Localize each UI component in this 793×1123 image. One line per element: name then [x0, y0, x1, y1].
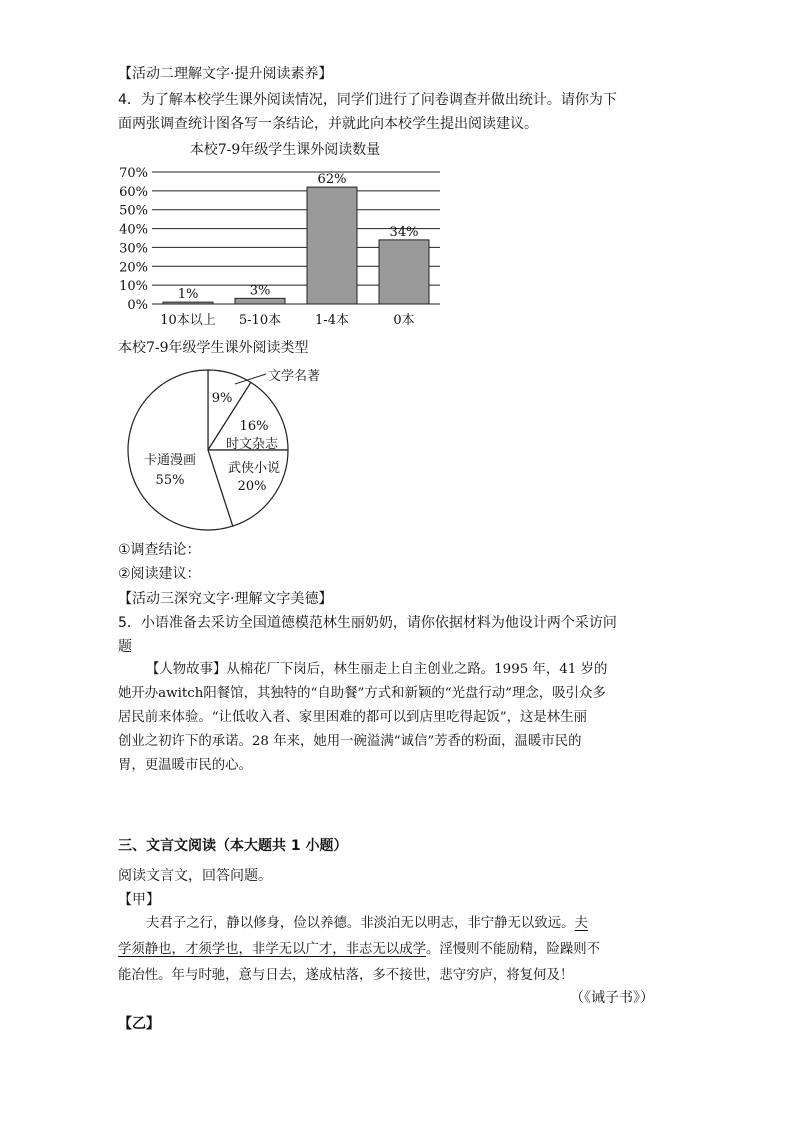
pie-pct-label: 20%: [237, 479, 267, 494]
story-line-3: 居民前来体验。“让低收入者、家里困难的都可以到店里吃得起饭”，这是林生丽: [118, 710, 587, 725]
pie-chart: [110, 336, 370, 540]
answer-conclusion: ①调查结论：: [118, 542, 201, 558]
y-tick-label: 10%: [119, 279, 148, 295]
y-tick-label: 50%: [119, 203, 148, 219]
x-tick-label: 0本: [393, 313, 415, 328]
bar: [163, 302, 213, 304]
bar-chart-title: 本校7-9年级学生课外阅读数量: [189, 142, 381, 158]
bar: [307, 187, 357, 304]
bar-data-label: 1%: [177, 287, 199, 303]
y-tick-label: 30%: [119, 241, 148, 257]
y-tick-label: 20%: [119, 260, 148, 276]
y-tick-label: 60%: [119, 184, 148, 200]
bar: [379, 240, 429, 304]
story-line-1: 【人物故事】从棉花厂下岗后，林生丽走上自主创业之路。1995 年，41 岁的: [146, 662, 608, 677]
story-line-2: 她开办awitch阳餐馆，其独特的“自助餐”方式和新颖的“光盘行动”理念，吸引众多: [118, 686, 606, 701]
pie-pct-label: 55%: [155, 473, 185, 488]
activity2-heading: 【活动二理解文字·提升阅读素养】: [118, 66, 333, 82]
pie-pct-label: 16%: [239, 419, 269, 434]
bar: [235, 298, 285, 304]
classical-line-1: [146, 914, 588, 934]
section3-heading: 三、文言文阅读（本大题共 1 小题）: [118, 838, 348, 854]
y-tick-label: 40%: [119, 222, 148, 238]
story-line-5: 胃，更温暖市民的心。: [118, 758, 252, 773]
q5-line2: 题: [118, 639, 132, 655]
q4-line2: 面两张调查统计图各写一条结论，并就此向本校学生提出阅读建议。: [118, 116, 538, 132]
classical-line-1-text: 夫君子之行，静以修身，俭以养德。非淡泊无以明志，非宁静无以致远。: [146, 916, 575, 931]
bar-chart: [110, 136, 460, 340]
x-tick-label: 10本以上: [160, 313, 216, 328]
pie-category-label: 文学名著: [268, 369, 321, 384]
yi-label: 【乙】: [118, 1016, 160, 1032]
pie-chart-title: 本校7-9年级学生课外阅读类型: [118, 340, 309, 356]
pie-pct-label: 9%: [211, 391, 233, 406]
story-line-4: 创业之初许下的承诺。28 年来，她用一碗溢满“诚信”芳香的粉面，温暖市民的: [118, 734, 582, 749]
pie-category-label: 时文杂志: [225, 437, 279, 452]
classical-line-3: 能冶性。年与时驰，意与日去，遂成枯落，多不接世，悲守穷庐，将复何及！: [118, 968, 574, 983]
q4-line1: 4．为了解本校学生课外阅读情况，同学们进行了问卷调查并做出统计。请你为下: [118, 92, 617, 108]
answer-suggestion: ②阅读建议：: [118, 566, 201, 582]
jia-label: 【甲】: [118, 892, 160, 908]
classical-line-1-underlined: 夫: [574, 916, 588, 931]
section3-instruction: 阅读文言文，回答问题。: [118, 868, 272, 884]
bar-data-label: 34%: [389, 224, 419, 240]
bar-data-label: 62%: [317, 172, 347, 188]
classical-line-2-rest: 。淫慢则不能励精，险躁则不: [425, 942, 601, 957]
pie-category-label: 武侠小说: [227, 461, 281, 476]
pie-category-label: 卡通漫画: [143, 453, 197, 468]
bar-chart-svg: [110, 136, 460, 336]
activity3-heading: 【活动三深究文字·理解文字美德】: [118, 591, 333, 607]
q5-line1: 5．小语准备去采访全国道德模范林生丽奶奶，请你依据材料为他设计两个采访问: [118, 615, 617, 631]
x-tick-label: 5-10本: [238, 313, 282, 328]
source-citation: （《诫子书》）: [570, 990, 654, 1006]
pie-chart-svg: [110, 336, 370, 536]
x-tick-label: 1-4本: [315, 313, 349, 328]
y-tick-label: 0%: [127, 298, 148, 313]
classical-line-2: [118, 940, 600, 960]
classical-line-2-underlined: 学须静也，才须学也，非学无以广才，非志无以成学: [118, 942, 426, 957]
y-tick-label: 70%: [119, 166, 148, 181]
bar-data-label: 3%: [249, 283, 271, 299]
